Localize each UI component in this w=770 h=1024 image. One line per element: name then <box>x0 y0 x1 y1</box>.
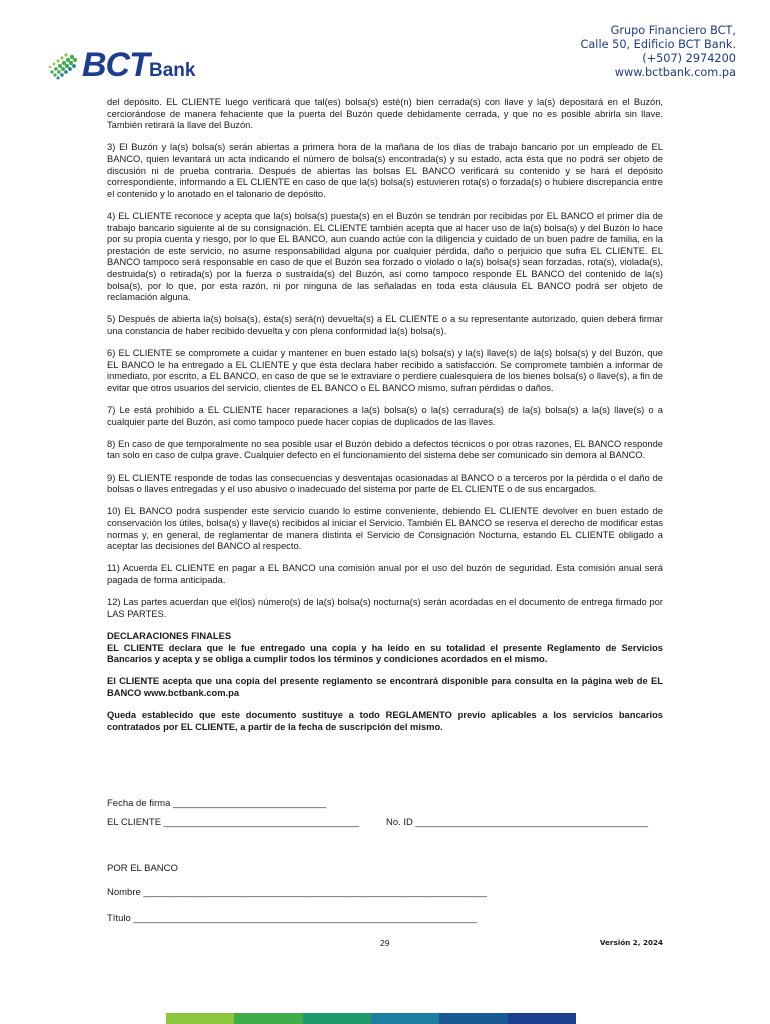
titulo-line: Título _________________________________________________________________ <box>107 913 477 924</box>
footer-bar-segment <box>439 1013 507 1024</box>
nombre-line: Nombre _________________________________________________________________ <box>107 887 487 898</box>
paragraph-2-continued: del depósito. EL CLIENTE luego verificará que tal(es) bolsa(s) esté(n) bien cerrada(s) con llave y la(s) depositará en el Buzón, cerciorándose de manera fehaciente que la puerta del Buzón quede debidamente cerrada, y que no es posible abrirla sin llave. También retirará la llave del Buzón. <box>107 97 663 131</box>
bct-bank-logo <box>46 48 206 84</box>
footer-bar-segment <box>508 1013 576 1024</box>
paragraph-12: 12) Las partes acuerdan que el(los) número(s) de la(s) bolsa(s) nocturna(s) serán acordadas en el documento de entrega firmado por LAS PARTES. <box>107 597 663 619</box>
no-id-line: No. ID ____________________________________________ <box>386 817 649 828</box>
footer-bar-segment <box>303 1013 371 1024</box>
paragraph-5: 5) Después de abierta la(s) bolsa(s), ésta(s) será(n) devuelta(s) a EL CLIENTE o a su representante autorizado, quien deberá firmar una constancia de haber recibido devuelta y con plena conformidad la(s) bolsa(s). <box>107 314 663 336</box>
paragraph-4: 4) EL CLIENTE reconoce y acepta que la(s) bolsa(s) puesta(s) en el Buzón se tendrán por recibidas por EL BANCO el primer día de trabajo bancario siguiente al de su consignación. EL CLIENTE también acepta que al hacer uso de la(s) bolsa(s) y del Buzón lo hace por su propia cuenta y riesgo, por lo que EL BANCO, aun cuando actúe con la diligencia y cuidado de un buen padre de familia, en la prestación de este servicio, no asume responsabilidad alguna por cualquier pérdida, daño o perjuicio que sufra EL CLIENTE. EL BANCO tampoco será responsable en caso de que el Buzón sea forzado o violado o la(s) bolsa(s) sean forzadas, rota(s), violada(s), destruida(s) o retirada(s) por la fuerza o sustraída(s) del Buzón, así como tampoco responde EL BANCO del contenido de la(s) bolsa(s), por lo que, por esta razón, ni por ninguna de las señaladas en toda esta cláusula EL BANCO podrá ser objeto de reclamación alguna. <box>107 210 663 303</box>
document-body <box>107 97 663 744</box>
declaracion-1: EL CLIENTE declara que le fue entregado una copia y ha leído en su totalidad el presente Reglamento de Servicios Bancarios y acepta y se obliga a cumplir todos los términos y condiciones acordados en el mismo. <box>107 642 663 665</box>
declaraciones-heading: DECLARACIONES FINALES <box>107 630 232 641</box>
contact-website: www.bctbank.com.pa <box>614 66 736 79</box>
page-number: 29 <box>380 938 390 948</box>
footer-bar-segment <box>371 1013 439 1024</box>
paragraph-8: 8) En caso de que temporalmente no sea posible usar el Buzón debido a defectos técnicos o por otras razones, EL BANCO responde tan solo en caso de culpa grave. Cualquier defecto en el funcionamiento del sistema debe ser comunicado sin demora al BANCO. <box>107 438 663 461</box>
cliente-signature-line: EL CLIENTE _____________________________________ <box>107 817 360 828</box>
contact-block <box>581 24 737 80</box>
footer-color-bar <box>166 1013 576 1024</box>
declaracion-2: El CLIENTE acepta que una copia del presente reglamento se encontrará disponible para consulta en la página web de EL BANCO www.bctbank.com.pa <box>107 676 663 698</box>
paragraph-3: 3) El Buzón y la(s) bolsa(s) serán abiertas a primera hora de la mañana de los días de trabajo bancario por un empleado de EL BANCO, quien levantará un acta indicando el número de bolsa(s) encontrada(s) y su estado, acta ésta que no podrá ser objeto de discusión ni de prueba contraria. Después de abiertas las bolsas EL BANCO verificará su contenido y se hará el depósito correspondiente, informando a EL CLIENTE en caso de que la(s) bolsa(s) estuvieren rota(s) o forzada(s) o hubiere discrepancia entre el contenido y lo anotado en el talonario de depósito. <box>107 142 663 199</box>
paragraph-9: 9) EL CLIENTE responde de todas las consecuencias y desventajas ocasionadas al BANCO o a terceros por la pérdida o el daño de bolsas o llaves entregadas y el uso abusivo o inadecuado del sistema por parte de EL CLIENTE o de sus encargados. <box>107 472 663 495</box>
paragraph-11: 11) Acuerda EL CLIENTE en pagar a EL BANCO una comisión anual por el uso del buzón de seguridad. Esta comisión anual será pagada de forma anticipada. <box>107 563 663 585</box>
contact-company: Grupo Financiero BCT, <box>610 24 736 37</box>
paragraph-7: 7) Le está prohibido a EL CLIENTE hacer reparaciones a la(s) bolsa(s) o la(s) cerradura(s) de la(s) bolsa(s) a la(s) llave(s) o a cualquier parte del Buzón, así como tampoco puede hacer copias de duplicados de las llaves. <box>107 405 663 427</box>
version-label: Versión 2, 2024 <box>599 938 663 947</box>
fecha-de-firma-line: Fecha de firma _____________________________ <box>107 798 327 809</box>
contact-address: Calle 50, Edificio BCT Bank. <box>580 38 736 51</box>
logo-wordmark: BCT <box>82 46 149 84</box>
footer-bar-segment <box>166 1013 234 1024</box>
footer-bar-segment <box>234 1013 302 1024</box>
declaracion-3: Queda establecido que este documento sustituye a todo REGLAMENTO previo aplicables a los servicios bancarios contratados por EL CLIENTE, a partir de la fecha de suscripción del mismo. <box>107 710 663 732</box>
logo-swoosh-icon <box>46 48 82 84</box>
por-el-banco-label: POR EL BANCO <box>107 863 178 874</box>
paragraph-6: 6) EL CLIENTE se compromete a cuidar y mantener en buen estado la(s) bolsa(s) y la(s) llave(s) de la(s) bolsa(s) y del Buzón, que EL BANCO le ha entregado a EL CLIENTE y que ésta declara haber recibido a satisfacción. Se compromete también a informar de inmediato, por escrito, a EL BANCO, en caso de que se le extraviare o perdiere cualesquiera de los bienes bolsa(s) o llave(s), a fin de evitar que otros usuarios del servicio, clientes de EL BANCO o EL BANCO mismo, sufran pérdidas o daños. <box>107 348 663 393</box>
logo-subword: Bank <box>149 60 196 81</box>
paragraph-10: 10) EL BANCO podrá suspender este servicio cuando lo estime conveniente, debiendo EL CLIENTE devolver en buen estado de conservación los útiles, bolsa(s) y llave(s) recibidos al iniciar el Servicio. También EL BANCO se reserva el derecho de modificar estas normas y, en general, de reglamentar de manera distinta el Servicio de Consignación Nocturna, estando EL CLIENTE obligado a aceptar las decisiones del BANCO al respecto. <box>107 506 663 552</box>
contact-phone: (+507) 2974200 <box>642 52 736 65</box>
